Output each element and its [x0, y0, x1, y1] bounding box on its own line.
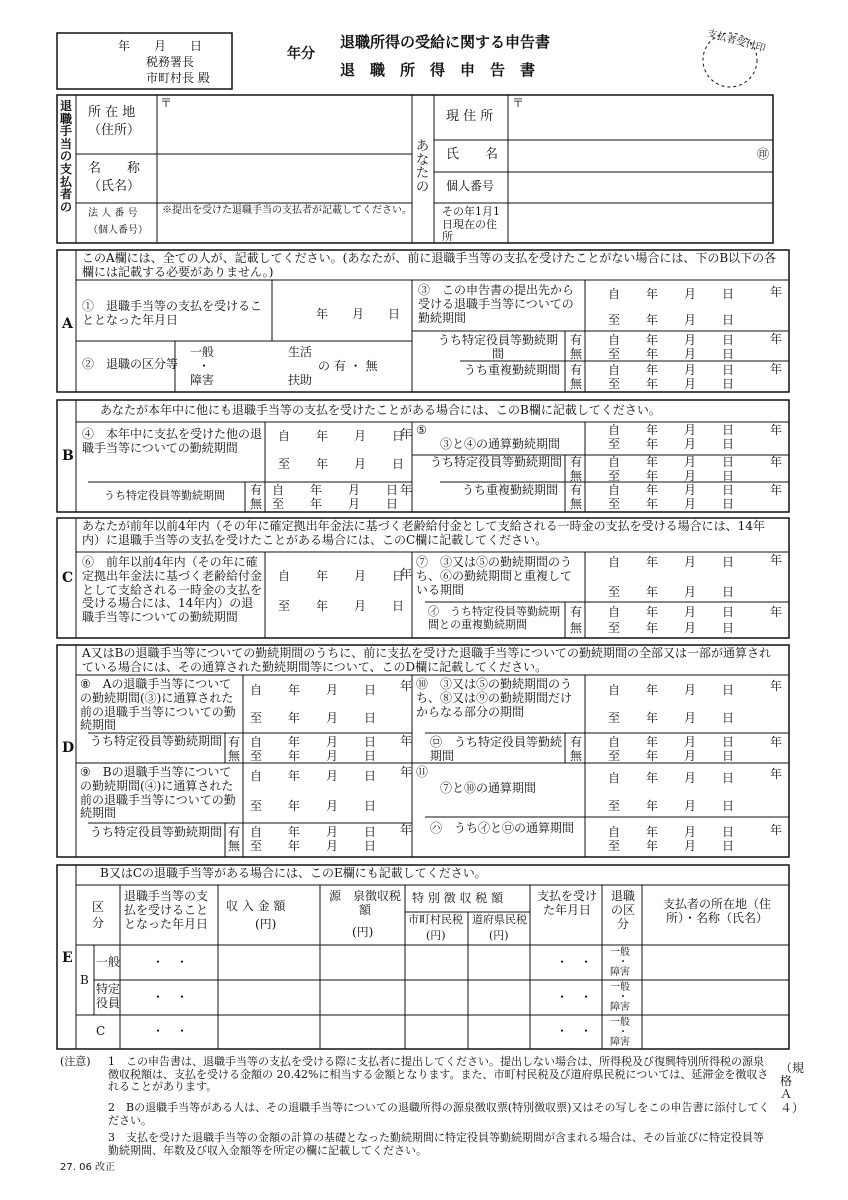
q5-period-to-month[interactable]: 月	[684, 437, 697, 451]
my-number-field[interactable]	[510, 174, 772, 202]
q3-exec-period-from-month[interactable]: 月	[684, 333, 697, 347]
q10-sub-yesno-no[interactable]: 無	[570, 749, 583, 763]
e-header-pref-unit: (円)	[489, 929, 509, 942]
q2-option-disability[interactable]: 障害	[190, 373, 215, 387]
q3-dup-period-from-prefix: 自	[608, 363, 621, 377]
q7-sub-yesno-no[interactable]: 無	[570, 621, 583, 635]
q5-period-from-day[interactable]: 日	[722, 423, 735, 437]
q11-sub-period-to-day[interactable]: 日	[722, 839, 735, 853]
q5-dup-period-to-year[interactable]: 年	[646, 497, 659, 511]
q3-period-from-day[interactable]: 日	[722, 287, 735, 301]
my-number-label: 個人番号	[446, 179, 495, 193]
you-address-label: 現 住 所	[446, 109, 494, 124]
q6-period-from-prefix: 自	[278, 569, 291, 583]
q9-exec-period-to-day[interactable]: 日	[364, 839, 377, 853]
date-line[interactable]: 年 月 日	[118, 39, 203, 53]
payer-address-field[interactable]	[158, 110, 410, 152]
q5-period-from-prefix: 自	[608, 423, 621, 437]
q7-sub-period-to-day[interactable]: 日	[722, 621, 735, 635]
q4-period-to-month[interactable]: 月	[354, 457, 367, 471]
q10-period-from-day[interactable]: 日	[722, 683, 735, 697]
e-row-general-paydate[interactable]: ・ ・	[556, 955, 593, 969]
q8-period-years[interactable]: 年	[400, 679, 413, 693]
q4-period-from-month[interactable]: 月	[354, 429, 367, 443]
e-row-general-kubun-dot: ・	[618, 957, 628, 968]
q10-sub-yesno-yes[interactable]: 有	[570, 735, 583, 749]
section-b-intro: あなたが本年中に他にも退職手当等の支払を受けたことがある場合には、このB欄に記載してください。	[100, 403, 661, 417]
q8-period-from-year[interactable]: 年	[288, 683, 301, 697]
form-title: 退職所得の受給に関する申告書	[340, 33, 551, 51]
q11-sub-period-years[interactable]: 年	[770, 823, 783, 837]
q9-exec-period-from-day[interactable]: 日	[364, 825, 377, 839]
q7-sub-period-to-year[interactable]: 年	[646, 621, 659, 635]
q7-period-to-prefix: 至	[608, 585, 621, 599]
q3-exec-period-years[interactable]: 年	[770, 332, 783, 346]
q5-exec-period-from-prefix: 自	[608, 455, 621, 469]
section-c-letter: C	[62, 570, 74, 586]
you-side-label: あなたの	[416, 139, 430, 195]
q9-exec-period-from-month[interactable]: 月	[326, 825, 339, 839]
corp-number-field[interactable]	[158, 218, 410, 242]
revision-footer: 27. 06 改正	[60, 1162, 115, 1173]
q5-exec-yesno-no[interactable]: 無	[570, 469, 583, 483]
q10-period-to-prefix: 至	[608, 711, 621, 725]
q5-number: ⑤	[416, 423, 427, 437]
q8-exec-period-from-month[interactable]: 月	[326, 735, 339, 749]
section-e-letter: E	[62, 950, 73, 966]
q9-label: ⑨ Bの退職手当等についての勤続期間(④)に通算された前の退職手当等についての勤続期間	[80, 765, 236, 821]
q8-exec-period-to-day[interactable]: 日	[364, 749, 377, 763]
q4-exec-period-to-year[interactable]: 年	[310, 497, 323, 511]
q8-period-to-month[interactable]: 月	[326, 711, 339, 725]
q9-period-from-day[interactable]: 日	[364, 769, 377, 783]
q5-dup-period-from-month[interactable]: 月	[684, 483, 697, 497]
tax-office-label: 税務署長	[146, 55, 195, 69]
q3-period-from-year[interactable]: 年	[646, 287, 659, 301]
q9-period-to-month[interactable]: 月	[326, 799, 339, 813]
e-row-c-label: C	[96, 1024, 106, 1038]
q7-sub-period-to-prefix: 至	[608, 621, 621, 635]
corp-number-note: ※提出を受けた退職手当の支払者が記載してください。	[162, 205, 412, 216]
q5-exec-period-to-month[interactable]: 月	[684, 469, 697, 483]
q7-sub-period-from-day[interactable]: 日	[722, 605, 735, 619]
jan1-address-label: その年1月1日現在の住所	[442, 205, 500, 244]
q2-option-dot: ・	[198, 359, 211, 373]
section-b-letter: B	[62, 448, 74, 464]
q11-period-from-prefix: 自	[608, 771, 621, 785]
corp-number-label: 法 人 番 号	[88, 208, 138, 219]
q3-dup-period-to-year[interactable]: 年	[646, 377, 659, 391]
q4-exec-label: うち特定役員等勤続期間	[104, 489, 225, 502]
q4-exec-period-from-month[interactable]: 月	[348, 483, 361, 497]
q3-period-to-year[interactable]: 年	[646, 313, 659, 327]
q11-sub-period-to-month[interactable]: 月	[684, 839, 697, 853]
q3-period-from-month[interactable]: 月	[684, 287, 697, 301]
q11-sub-period-from-day[interactable]: 日	[722, 825, 735, 839]
q11-period-to-day[interactable]: 日	[722, 799, 735, 813]
q9-period-from-month[interactable]: 月	[326, 769, 339, 783]
q3-dup-period-years[interactable]: 年	[770, 362, 783, 376]
e-row-exec-kubun1[interactable]: 一般	[610, 982, 630, 993]
q9-period-from-prefix: 自	[250, 769, 263, 783]
q11-number: ⑪	[416, 765, 429, 779]
q3-period-to-prefix: 至	[608, 313, 621, 327]
q11-label: ⑦と⑩の通算期間	[440, 781, 537, 795]
q7-period-to-month[interactable]: 月	[684, 585, 697, 599]
q10-sub-period-from-prefix: 自	[608, 735, 621, 749]
q4-exec-yesno-yes[interactable]: 有	[250, 483, 263, 497]
q8-exec-period-years[interactable]: 年	[400, 734, 413, 748]
q8-period-from-day[interactable]: 日	[364, 683, 377, 697]
q9-exec-period-years[interactable]: 年	[400, 823, 413, 837]
note-1: 1 この申告書は、退職手当等の支払を受ける際に支払者に提出してください。提出しない場合は、所得税及び復興特別所得税の源泉徴収税額は、支払を受ける金額の 20.42%に相当する金額となります。また、市町村民税及び道府県民税については、延滞金を徴収されることがあります。	[108, 1055, 769, 1094]
q3-dup-period-from-year[interactable]: 年	[646, 363, 659, 377]
q8-period-from-month[interactable]: 月	[326, 683, 339, 697]
q9-exec-period-from-year[interactable]: 年	[288, 825, 301, 839]
q6-period-to-prefix: 至	[278, 599, 291, 613]
q4-period-from-prefix: 自	[278, 429, 291, 443]
q3-exec-yesno-no[interactable]: 無	[570, 347, 583, 361]
q5-dup-yesno-yes[interactable]: 有	[570, 483, 583, 497]
q10-sub-period-from-day[interactable]: 日	[722, 735, 735, 749]
q7-sub-label: ㋑ うち特定役員等勤続期間との重複勤続期間	[428, 605, 560, 631]
section-c-intro: あなたが前年以前4年内（その年に確定拠出年金法に基づく老齢給付金として支給される一時金の支払を受ける場合には、14年内）に退職手当等の支払を受けたことがある場合には、このC欄に記載してください。	[82, 519, 765, 547]
q9-exec-label: うち特定役員等勤続期間	[90, 825, 223, 839]
e-row-c-kubun-dot: ・	[618, 1027, 628, 1038]
q4-period-to-day[interactable]: 日	[392, 457, 405, 471]
q8-exec-period-from-prefix: 自	[250, 735, 263, 749]
q5-exec-period-to-prefix: 至	[608, 469, 621, 483]
e-row-exec-paydate[interactable]: ・ ・	[556, 990, 593, 1004]
q9-period-years[interactable]: 年	[400, 765, 413, 779]
q11-sub-period-to-year[interactable]: 年	[646, 839, 659, 853]
q3-dup-period-from-day[interactable]: 日	[722, 363, 735, 377]
q3-exec-period-from-year[interactable]: 年	[646, 333, 659, 347]
section-d-letter: D	[62, 740, 75, 756]
q8-period-from-prefix: 自	[250, 683, 263, 697]
q3-exec-period-to-prefix: 至	[608, 347, 621, 361]
q7-period-to-year[interactable]: 年	[646, 585, 659, 599]
q10-sub-period-years[interactable]: 年	[770, 735, 783, 749]
q4-exec-period-from-year[interactable]: 年	[310, 483, 323, 497]
e-header-payer: 支払者の所在地（住所）・名称（氏名）	[662, 897, 771, 925]
q7-sub-period-from-prefix: 自	[608, 605, 621, 619]
q5-period-to-year[interactable]: 年	[646, 437, 659, 451]
q3-dup-period-to-month[interactable]: 月	[684, 377, 697, 391]
q2-label: ② 退職の区分等	[82, 357, 179, 371]
jan1-address-field[interactable]	[510, 205, 772, 242]
q10-period-from-month[interactable]: 月	[684, 683, 697, 697]
e-group-b-label: B	[80, 973, 89, 987]
q7-period-from-day[interactable]: 日	[722, 555, 735, 569]
q2-yes-no[interactable]: の 有 ・ 無	[318, 359, 378, 373]
q3-dup-yesno-no[interactable]: 無	[570, 377, 583, 391]
q10-sub-period-to-prefix: 至	[608, 749, 621, 763]
e-header-gensen-unit: (円)	[352, 925, 374, 939]
q8-period-to-year[interactable]: 年	[288, 711, 301, 725]
q11-period-to-month[interactable]: 月	[684, 799, 697, 813]
q11-period-to-year[interactable]: 年	[646, 799, 659, 813]
q5-exec-period-from-month[interactable]: 月	[684, 455, 697, 469]
payer-name-label: 名 称	[88, 161, 141, 176]
q10-period-to-day[interactable]: 日	[722, 711, 735, 725]
q8-exec-yesno-yes[interactable]: 有	[228, 735, 241, 749]
e-row-exec-kubun2[interactable]: 障害	[610, 1002, 630, 1013]
form-subtitle: 退 職 所 得 申 告 書	[340, 61, 536, 79]
e-header-income: 収 入 金 額	[226, 899, 286, 913]
q5-dup-yesno-no[interactable]: 無	[570, 497, 583, 511]
q10-sub-period-to-day[interactable]: 日	[722, 749, 735, 763]
q8-exec-period-from-year[interactable]: 年	[288, 735, 301, 749]
q3-label: ③ この申告書の提出先から受ける退職手当等についての勤続期間	[418, 283, 575, 325]
q3-exec-period-to-month[interactable]: 月	[684, 347, 697, 361]
q11-sub-period-from-year[interactable]: 年	[646, 825, 659, 839]
q11-sub-period-from-month[interactable]: 月	[684, 825, 697, 839]
q3-exec-period-from-day[interactable]: 日	[722, 333, 735, 347]
you-name-label: 氏 名	[446, 147, 499, 162]
q4-exec-period-to-day[interactable]: 日	[386, 497, 399, 511]
q7-sub-period-from-month[interactable]: 月	[684, 605, 697, 619]
q6-label: ⑥ 前年以前4年内（その年に確定拠出年金法に基づく老齢給付金として支給される一時金の支払を受ける場合には、14年内）の退職手当等についての勤続期間	[82, 555, 263, 625]
section-a-letter: A	[62, 316, 73, 332]
q6-period-to-month[interactable]: 月	[354, 599, 367, 613]
q4-exec-yesno-no[interactable]: 無	[250, 497, 263, 511]
q7-label: ⑦ ③又は⑤の勤続期間のうち、⑥の勤続期間と重複している期間	[416, 555, 573, 597]
q3-exec-yesno-yes[interactable]: 有	[570, 333, 583, 347]
q9-exec-period-from-prefix: 自	[250, 825, 263, 839]
q9-exec-period-to-year[interactable]: 年	[288, 839, 301, 853]
q6-period-from-day[interactable]: 日	[392, 569, 405, 583]
q2-welfare-label-2: 扶助	[288, 373, 313, 387]
q9-period-to-prefix: 至	[250, 799, 263, 813]
q5-dup-period-from-day[interactable]: 日	[722, 483, 735, 497]
e-header-retire-kubun: 退職の区分	[610, 889, 635, 931]
q8-period-to-prefix: 至	[250, 711, 263, 725]
q5-dup-period-to-day[interactable]: 日	[722, 497, 735, 511]
q11-period-from-month[interactable]: 月	[684, 771, 697, 785]
q4-period-to-year[interactable]: 年	[316, 457, 329, 471]
q10-sub-period-from-month[interactable]: 月	[684, 735, 697, 749]
paper-size-note: （規格Ａ４）	[780, 1061, 805, 1115]
e-row-exec-label: 特定役員	[96, 982, 121, 1011]
q11-period-to-prefix: 至	[608, 799, 621, 813]
e-row-c-kubun1[interactable]: 一般	[610, 1017, 630, 1028]
q9-period-to-year[interactable]: 年	[288, 799, 301, 813]
receipt-stamp-label: 支払者受付印	[705, 28, 767, 55]
q10-period-to-month[interactable]: 月	[684, 711, 697, 725]
q8-exec-label: うち特定役員等勤続期間	[90, 734, 223, 748]
you-address-field[interactable]	[510, 112, 772, 139]
e-row-c-kubun2[interactable]: 障害	[610, 1037, 630, 1048]
e-row-c-paydate[interactable]: ・ ・	[556, 1024, 593, 1038]
e-row-general-label: 一般	[96, 955, 121, 969]
q3-exec-period-to-year[interactable]: 年	[646, 347, 659, 361]
payer-address-label: 所 在 地	[88, 105, 136, 120]
q5-exec-period-from-day[interactable]: 日	[722, 455, 735, 469]
q9-exec-yesno-yes[interactable]: 有	[228, 825, 241, 839]
you-postal-mark: 〒	[512, 96, 525, 110]
q7-sub-period-from-year[interactable]: 年	[646, 605, 659, 619]
q8-exec-period-to-prefix: 至	[250, 749, 263, 763]
q7-period-from-month[interactable]: 月	[684, 555, 697, 569]
payer-name-field[interactable]	[158, 156, 410, 202]
payer-address-sub: （住所）	[88, 123, 141, 138]
q5-exec-period-to-year[interactable]: 年	[646, 469, 659, 483]
q4-exec-period-from-prefix: 自	[272, 483, 285, 497]
q7-sub-period-to-month[interactable]: 月	[684, 621, 697, 635]
q2-welfare-label: 生活	[288, 345, 313, 359]
q8-label: ⑧ Aの退職手当等についての勤続期間(③)に通算された前の退職手当等についての勤続期間	[80, 677, 236, 733]
q7-sub-yesno-yes[interactable]: 有	[570, 605, 583, 619]
q4-exec-period-to-prefix: 至	[272, 497, 285, 511]
q4-exec-period-years[interactable]: 年	[400, 483, 413, 497]
q5-exec-label: うち特定役員等勤続期間	[430, 455, 563, 469]
e-header-pref: 道府県民税	[472, 913, 527, 926]
q5-dup-label: うち重複勤続期間	[461, 483, 558, 497]
q11-period-from-year[interactable]: 年	[646, 771, 659, 785]
section-d-intro: A又はBの退職手当等についての勤続期間のうちに、前に支払を受けた退職手当等についての勤続期間の全部又は一部が通算されている場合には、その通算された勤続期間等について、このD欄に記載してください。	[82, 646, 772, 674]
q9-exec-yesno-no[interactable]: 無	[228, 839, 241, 853]
q10-sub-label: ㋺ うち特定役員等勤続期間	[430, 735, 563, 763]
q5-exec-yesno-yes[interactable]: 有	[570, 455, 583, 469]
q5-period-years[interactable]: 年	[770, 423, 783, 437]
q5-period-from-year[interactable]: 年	[646, 423, 659, 437]
q10-period-from-prefix: 自	[608, 683, 621, 697]
corp-number-sub: （個人番号）	[88, 225, 148, 236]
e-row-general-kubun2[interactable]: 障害	[610, 967, 630, 978]
q8-period-to-day[interactable]: 日	[364, 711, 377, 725]
e-row-general-date[interactable]: ・ ・	[152, 955, 189, 969]
q9-exec-period-to-month[interactable]: 月	[326, 839, 339, 853]
q3-dup-yesno-yes[interactable]: 有	[570, 363, 583, 377]
q5-period-from-month[interactable]: 月	[684, 423, 697, 437]
q3-dup-period-to-prefix: 至	[608, 377, 621, 391]
q5-dup-period-to-prefix: 至	[608, 497, 621, 511]
mayor-label: 市町村長 殿	[146, 71, 210, 85]
q4-period-from-year[interactable]: 年	[316, 429, 329, 443]
q10-label: ⑩ ③又は⑤の勤続期間のうち、⑧又は⑨の勤続期間だけからなる部分の期間	[416, 677, 573, 719]
q5-exec-period-from-year[interactable]: 年	[646, 455, 659, 469]
q3-period-from-prefix: 自	[608, 287, 621, 301]
q4-exec-period-to-month[interactable]: 月	[348, 497, 361, 511]
q9-period-from-year[interactable]: 年	[288, 769, 301, 783]
e-row-c-date[interactable]: ・ ・	[152, 1024, 189, 1038]
q5-exec-period-years[interactable]: 年	[770, 455, 783, 469]
q3-period-to-day[interactable]: 日	[722, 313, 735, 327]
you-name-field[interactable]	[510, 142, 750, 171]
q10-period-to-year[interactable]: 年	[646, 711, 659, 725]
q11-sub-label: ㋩ うち㋑と㋺の通算期間	[430, 821, 575, 835]
e-row-exec-kubun-dot: ・	[618, 992, 628, 1003]
q10-period-from-year[interactable]: 年	[646, 683, 659, 697]
payer-postal-mark: 〒	[160, 96, 173, 110]
q9-period-to-day[interactable]: 日	[364, 799, 377, 813]
q8-exec-period-to-year[interactable]: 年	[288, 749, 301, 763]
q3-period-years[interactable]: 年	[770, 285, 783, 299]
section-a-intro: このA欄には、全ての人が、記載してください。(あなたが、前に退職手当等の支払を受けたことがない場合には、下のB以下の各欄には記載する必要がありません。)	[82, 251, 777, 279]
q5-period-to-prefix: 至	[608, 437, 621, 451]
q4-period-years[interactable]: 年	[400, 427, 413, 441]
q3-exec-period-to-day[interactable]: 日	[722, 347, 735, 361]
payer-name-sub: （氏名）	[88, 179, 141, 194]
q6-period-to-day[interactable]: 日	[392, 599, 405, 613]
q8-exec-period-to-month[interactable]: 月	[326, 749, 339, 763]
q7-period-years[interactable]: 年	[770, 553, 783, 567]
q8-exec-yesno-no[interactable]: 無	[228, 749, 241, 763]
q11-sub-period-from-prefix: 自	[608, 825, 621, 839]
q10-sub-period-from-year[interactable]: 年	[646, 735, 659, 749]
e-header-income-unit: (円)	[255, 917, 277, 931]
q11-period-from-day[interactable]: 日	[722, 771, 735, 785]
q6-period-years[interactable]: 年	[400, 567, 413, 581]
q4-exec-period-from-day[interactable]: 日	[386, 483, 399, 497]
e-header-city: 市町村民税	[408, 913, 463, 926]
q6-period-to-year[interactable]: 年	[316, 599, 329, 613]
q4-period-to-prefix: 至	[278, 457, 291, 471]
q5-dup-period-years[interactable]: 年	[770, 483, 783, 497]
e-header-gensen: 源 泉徴収税額	[328, 889, 401, 917]
q11-period-years[interactable]: 年	[770, 767, 783, 781]
e-header-kubun: 区分	[92, 900, 105, 930]
q5-dup-period-to-month[interactable]: 月	[684, 497, 697, 511]
seal-mark: ㊞	[757, 147, 770, 161]
payer-side-label: 退職手当の支払者の	[60, 99, 73, 214]
q4-label: ④ 本年中に支払を受けた他の退職手当等についての勤続期間	[82, 427, 263, 455]
note-3: 3 支払を受けた退職手当等の金額の計算の基礎となった勤続期間に特定役員等勤続期間が含まれる場合は、その旨並びに特定役員等勤続期間、年数及び収入金額等を所定の欄に記載してください。	[108, 1131, 764, 1157]
q6-period-from-month[interactable]: 月	[354, 569, 367, 583]
q5-dup-period-from-prefix: 自	[608, 483, 621, 497]
q7-period-from-prefix: 自	[608, 555, 621, 569]
q3-dup-period-from-month[interactable]: 月	[684, 363, 697, 377]
q3-period-to-month[interactable]: 月	[684, 313, 697, 327]
q3-exec-label: うち特定役員等勤続期間	[437, 333, 558, 361]
e-row-general-kubun1[interactable]: 一般	[610, 947, 630, 958]
q2-option-general[interactable]: 一般	[190, 345, 215, 359]
e-header-date: 退職手当等の支払を受けることとなった年月日	[124, 889, 209, 931]
q8-exec-period-from-day[interactable]: 日	[364, 735, 377, 749]
q3-exec-period-from-prefix: 自	[608, 333, 621, 347]
e-row-exec-date[interactable]: ・ ・	[152, 990, 189, 1004]
q5-label: ③と④の通算勤続期間	[440, 437, 561, 451]
section-e-intro: B又はCの退職手当等がある場合には、このE欄にも記載してください。	[100, 866, 487, 880]
q7-period-to-day[interactable]: 日	[722, 585, 735, 599]
q10-sub-period-to-month[interactable]: 月	[684, 749, 697, 763]
q7-period-from-year[interactable]: 年	[646, 555, 659, 569]
e-header-paydate: 支払を受けた年月日	[536, 889, 597, 917]
q5-exec-period-to-day[interactable]: 日	[722, 469, 735, 483]
note-2: 2 Bの退職手当等がある人は、その退職手当等についての退職所得の源泉徴収票(特別徴収票)又はその写しをこの申告書に添付してください。	[108, 1101, 770, 1127]
q5-period-to-day[interactable]: 日	[722, 437, 735, 451]
notes-head: (注意)	[60, 1055, 91, 1068]
q3-dup-period-to-day[interactable]: 日	[722, 377, 735, 391]
q9-exec-period-to-prefix: 至	[250, 839, 263, 853]
q1-label: ① 退職手当等の支払を受けることとなった年月日	[82, 299, 263, 327]
q10-sub-period-to-year[interactable]: 年	[646, 749, 659, 763]
e-header-city-unit: (円)	[426, 929, 446, 942]
q10-period-years[interactable]: 年	[770, 679, 783, 693]
q5-dup-period-from-year[interactable]: 年	[646, 483, 659, 497]
q7-sub-period-years[interactable]: 年	[770, 605, 783, 619]
q3-dup-label: うち重複勤続期間	[463, 363, 560, 377]
q6-period-from-year[interactable]: 年	[316, 569, 329, 583]
q11-sub-period-to-prefix: 至	[608, 839, 621, 853]
q4-period-from-day[interactable]: 日	[392, 429, 405, 443]
q1-date[interactable]: 年 月 日	[316, 307, 401, 321]
year-label: 年分	[287, 46, 315, 62]
e-header-special: 特 別 徴 収 税 額	[412, 891, 504, 905]
